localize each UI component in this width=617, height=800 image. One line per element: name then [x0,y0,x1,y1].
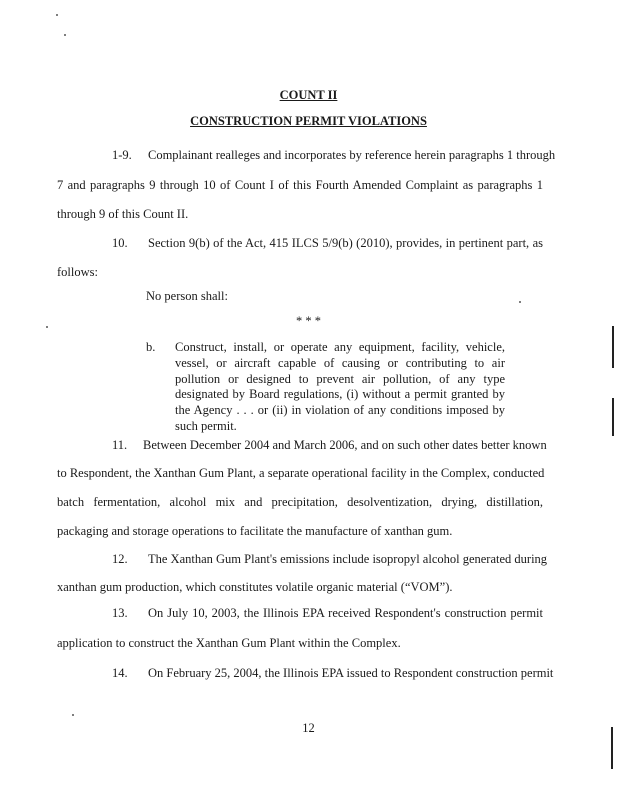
scan-mark [612,326,614,368]
scan-speck [519,301,521,303]
statute-quote [175,340,505,435]
paragraph-line: 7 and paragraphs 9 through 10 of Count I of this Fourth Amended Complaint as paragraphs 1 [57,178,543,192]
paragraph-line: follows: [57,265,98,279]
section-heading: CONSTRUCTION PERMIT VIOLATIONS [190,114,427,128]
paragraph-number: 11. [112,438,128,452]
statute-line: designated by Board regulations, (i) without a permit granted by [175,387,505,402]
paragraph-line: Complainant realleges and incorporates by reference herein paragraphs 1 through [148,148,556,162]
statute-line: the Agency . . . or (ii) in violation of any conditions imposed by [175,403,505,418]
statute-line: pollution or designed to prevent air pollution, of any type [175,371,505,386]
statute-line: such permit. [175,418,237,433]
paragraph-line: to Respondent, the Xanthan Gum Plant, a separate operational facility in the Complex, conducted [57,466,545,480]
scan-mark [611,727,613,769]
paragraph-number: 13. [112,606,128,620]
paragraph-line: The Xanthan Gum Plant's emissions include isopropyl alcohol generated during [148,552,548,566]
paragraph-line: packaging and storage operations to facilitate the manufacture of xanthan gum. [57,524,453,538]
scan-speck [56,14,58,16]
paragraph-line: through 9 of this Count II. [57,207,189,221]
paragraph-line: batch fermentation, alcohol mix and precipitation, desolventization, drying, distillation, [57,495,543,509]
scan-mark [612,398,614,436]
paragraph-line: On July 10, 2003, the Illinois EPA received Respondent's construction permit [148,606,543,620]
paragraph-number: 10. [112,236,128,250]
statute-line: vessel, or aircraft capable of causing or contributing to air [175,355,505,370]
paragraph-line: On February 25, 2004, the Illinois EPA issued to Respondent construction permit [148,666,554,680]
statute-intro: No person shall: [146,289,228,303]
statute-line: Construct, install, or operate any equipment, facility, vehicle, [175,340,505,354]
paragraph-number: 12. [112,552,128,566]
statute-ellipsis: * * * [296,314,321,328]
paragraph-line: Between December 2004 and March 2006, and on such other dates better known [143,438,547,452]
scan-speck [64,34,66,36]
statute-item-letter: b. [146,340,156,354]
paragraph-line: application to construct the Xanthan Gum Plant within the Complex. [57,636,401,650]
scan-speck [46,326,48,328]
paragraph-number: 14. [112,666,128,680]
paragraph-number: 1-9. [112,148,132,162]
scan-speck [72,714,74,716]
paragraph-line: Section 9(b) of the Act, 415 ILCS 5/9(b) (2010), provides, in pertinent part, as [148,236,543,250]
page-number: 12 [302,721,315,735]
paragraph-line: xanthan gum production, which constitutes volatile organic material (“VOM”). [57,580,453,594]
count-heading: COUNT II [279,88,338,102]
